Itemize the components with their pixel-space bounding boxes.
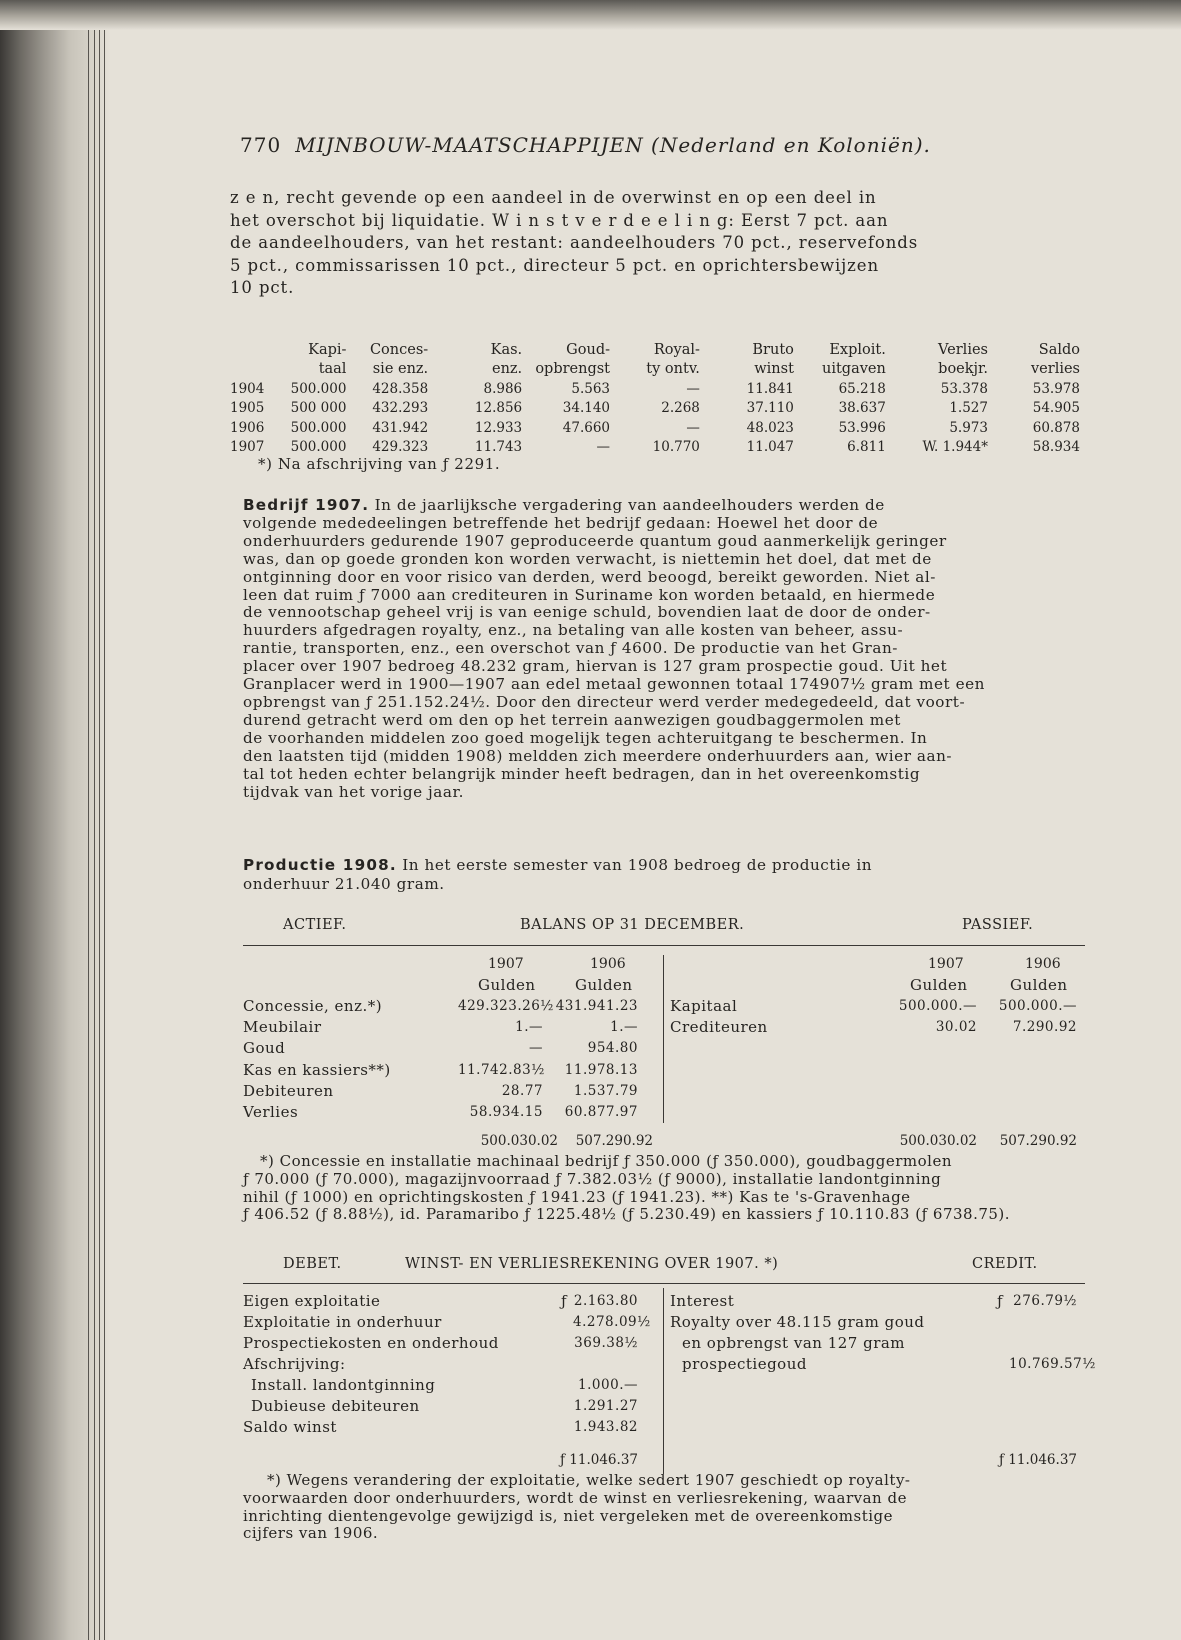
list-item: Afschrijving: <box>243 1355 346 1373</box>
list-item: Prospectiekosten en onderhoud 369.38½ <box>243 1334 638 1352</box>
running-header <box>240 133 931 157</box>
table-cell: — <box>686 380 700 397</box>
table-cell: 431.942 <box>372 419 429 436</box>
column-header: Kas. <box>490 341 523 358</box>
book-binding-shadow <box>0 0 110 1640</box>
table-cell: 500.000 <box>290 419 347 436</box>
list-item: Saldo winst 1.943.82 <box>243 1418 638 1436</box>
column-header: Saldo <box>1038 341 1080 358</box>
overview-footnote: *) Na afschrijving van ƒ 2291. <box>258 455 501 473</box>
column-header: sie enz. <box>372 361 429 378</box>
winst-title: WINST- EN VERLIESREKENING OVER 1907. *) <box>405 1256 779 1272</box>
column-header: enz. <box>491 361 523 378</box>
winst-right-heading: CREDIT. <box>972 1256 1038 1272</box>
table-cell: 432.293 <box>372 400 429 417</box>
table-cell: 5.563 <box>571 380 611 397</box>
table-cell: — <box>686 419 700 436</box>
total-passief-1906: 507.290.92 <box>999 1133 1077 1149</box>
text-line: 10 pct. <box>230 278 295 297</box>
table-cell: 10.770 <box>652 439 700 456</box>
total-actief-1906: 507.290.92 <box>575 1133 653 1149</box>
column-header: Verlies <box>938 341 988 358</box>
table-row <box>230 379 1080 399</box>
table-cell: 37.110 <box>746 400 794 417</box>
text-line: onderhuurders gedurende 1907 geproduceerde quantum goud aanmerkelijk geringer <box>243 531 947 550</box>
productie-paragraph <box>243 856 872 893</box>
table-cell: 48.023 <box>746 419 794 436</box>
table-cell: 53.378 <box>940 380 988 397</box>
text-line: inrichting dientengevolge gewijzigd is, niet vergeleken met de overeenkomstige <box>243 1506 894 1525</box>
bedrijf-paragraph <box>243 497 985 801</box>
text-line: de vennootschap geheel vrij is van eenige schuld, bovendien laat de door de onder- <box>243 603 931 622</box>
text-line: tijdvak van het vorige jaar. <box>243 782 465 801</box>
text-line: *) Concessie en installatie machinaal bedrijf ƒ 350.000 (ƒ 350.000), goudbaggermolen <box>260 1152 952 1170</box>
column-header: verlies <box>1030 361 1080 378</box>
text-line: rantie, transporten, enz., een overschot van ƒ 4600. De productie van het Gran- <box>243 639 898 658</box>
table-cell: 53.996 <box>838 419 886 436</box>
column-divider <box>663 955 664 1123</box>
list-item: Eigen exploitatie ƒ 2.163.80 <box>243 1292 638 1310</box>
text-line: ƒ 70.000 (ƒ 70.000), magazijnvoorraad ƒ 7.382.03½ (ƒ 9000), installatie landontginning <box>243 1169 942 1188</box>
text-line: Productie 1908. In het eerste semester van 1908 bedroeg de productie in <box>243 856 873 874</box>
text-line: was, dan op goede gronden kon worden verwacht, is niettemin het doel, dat met de <box>243 549 932 568</box>
table-row <box>230 399 1080 419</box>
text-line: leen dat ruim ƒ 7000 aan crediteuren in Suriname kon worden betaald, en hiermede <box>243 585 936 604</box>
column-header: boekjr. <box>938 361 988 378</box>
table-cell: 11.743 <box>474 439 523 456</box>
table-cell: 1906 <box>230 419 265 436</box>
text-line: onderhuur 21.040 gram. <box>243 874 445 893</box>
text-line: Granplacer werd in 1900—1907 aan edel metaal gewonnen totaal 174907½ gram met een <box>243 675 985 694</box>
page-title: MIJNBOUW-MAATSCHAPPIJEN (Nederland en Koloniën). <box>295 133 931 157</box>
text-line: durend getracht werd om den op het terrein aanwezigen goudbaggermolen met <box>243 710 901 729</box>
winst-left-heading: DEBET. <box>283 1256 342 1272</box>
balans-year-1906: 1906 <box>590 956 626 972</box>
list-item: Verlies 58.934.15 60.877.97 <box>243 1103 638 1122</box>
list-item: Exploitatie in onderhuur 4.278.09½ <box>243 1313 651 1331</box>
list-item: Meubilair 1.— 1.— <box>243 1018 638 1037</box>
text-line: het overschot bij liquidatie. W i n s t v e r d e e l i n g: Eerst 7 pct. aan <box>230 210 889 230</box>
list-item: Dubieuse debiteuren 1.291.27 <box>251 1397 638 1415</box>
table-cell: 1904 <box>230 380 265 397</box>
column-header: winst <box>754 361 794 378</box>
table-cell: 11.047 <box>746 439 794 456</box>
balans-year-1906: 1906 <box>1025 956 1061 972</box>
text-line: volgende mededeelingen betreffende het bedrijf gedaan: Hoewel het door de <box>243 513 879 532</box>
text-line: cijfers van 1906. <box>243 1524 379 1543</box>
list-item: Royalty over 48.115 gram goud <box>670 1313 925 1331</box>
table-cell: 8.986 <box>483 380 523 397</box>
credit-list <box>670 1291 1096 1375</box>
text-line: ƒ 406.52 (ƒ 8.88½), id. Paramaribo ƒ 1225.48½ (ƒ 5.230.49) en kassiers ƒ 10.110.83 (ƒ 6738.75). <box>243 1205 1011 1224</box>
table-cell: 53.978 <box>1032 380 1080 397</box>
text-line: nihil (ƒ 1000) en oprichtingskosten ƒ 1941.23 (ƒ 1941.23). **) Kas te 's-Gravenhage <box>243 1187 911 1206</box>
debet-list <box>243 1291 663 1438</box>
text-line: *) Wegens verandering der exploitatie, welke sedert 1907 geschiedt op royalty- <box>267 1471 911 1489</box>
balans-year-1907: 1907 <box>928 956 964 972</box>
table-cell: 47.660 <box>562 419 611 436</box>
section-lead: Productie 1908. <box>243 856 397 874</box>
balans-unit: Gulden <box>478 976 536 994</box>
table-cell: 6.811 <box>847 439 886 456</box>
text-line: de voorhanden middelen zoo goed mogelijk tegen achteruitgang te beschermen. In <box>243 728 928 747</box>
list-item: Crediteuren 30.02 7.290.92 <box>670 1018 1077 1037</box>
list-item: Kas en kassiers**) 11.742.83½ 11.978.13 <box>243 1060 638 1079</box>
total-passief-1907: 500.030.02 <box>899 1133 977 1149</box>
column-header: Bruto <box>752 341 794 358</box>
column-header: Conces- <box>369 341 429 358</box>
total-actief-1907: 500.030.02 <box>480 1133 558 1149</box>
table-cell: 428.358 <box>372 380 429 397</box>
table-cell: 1905 <box>230 400 265 417</box>
total-credit: ƒ 11.046.37 <box>999 1452 1077 1468</box>
balans-title: BALANS OP 31 DECEMBER. <box>520 917 745 933</box>
list-item: Concessie, enz.*) 429.323.26½ 431.941.23 <box>243 997 638 1015</box>
balans-unit: Gulden <box>575 976 633 994</box>
passief-list <box>670 996 1085 1038</box>
table-cell: 2.268 <box>661 400 700 417</box>
column-header: Royal- <box>653 341 700 358</box>
text-line: 5 pct., commissarissen 10 pct., directeur 5 pct. en oprichtersbewijzen <box>230 255 879 275</box>
text-line: tal tot heden echter belangrijk minder heeft bedragen, dan in het overeenkomstig <box>243 764 921 783</box>
table-cell: 12.933 <box>474 419 523 436</box>
text-line: voorwaarden door onderhuurders, wordt de winst en verliesrekening, waarvan de <box>243 1488 907 1507</box>
list-item: Debiteuren 28.77 1.537.79 <box>243 1081 638 1100</box>
column-header: uitgaven <box>821 361 886 378</box>
table-cell: 1907 <box>230 439 265 456</box>
page-number: 770 <box>240 133 282 157</box>
list-item: Kapitaal 500.000.— 500.000.— <box>670 997 1077 1015</box>
list-item: en opbrengst van 127 gram <box>682 1334 906 1352</box>
text-line: placer over 1907 bedroeg 48.232 gram, hiervan is 127 gram prospectie goud. Uit het <box>243 657 948 676</box>
actief-list <box>243 996 663 1123</box>
table-cell: 429.323 <box>372 439 429 456</box>
text-line: Bedrijf 1907. In de jaarlijksche vergadering van aandeelhouders werden de <box>243 496 885 514</box>
text-line: opbrengst van ƒ 251.152.24½. Door den directeur werd verder medegedeeld, dat voort- <box>243 692 966 711</box>
balans-notes <box>243 1153 1010 1224</box>
table-cell: 500.000 <box>290 439 347 456</box>
text-line: huurders afgedragen royalty, enz., na betaling van alle kosten van beheer, assu- <box>243 621 904 640</box>
table-cell: 500 000 <box>290 400 347 417</box>
column-header: taal <box>318 361 347 378</box>
balans-left-heading: ACTIEF. <box>283 917 347 933</box>
column-header: Goud- <box>566 341 611 358</box>
column-header: Kapi- <box>308 341 347 358</box>
winst-notes <box>243 1472 911 1543</box>
table-cell: 5.973 <box>949 419 988 436</box>
table-cell: 11.841 <box>746 380 794 397</box>
table-cell: 38.637 <box>838 400 886 417</box>
table-cell: 54.905 <box>1032 400 1080 417</box>
table-cell: W. 1.944* <box>922 439 988 456</box>
table-header-row <box>230 340 1080 360</box>
list-item: prospectiegoud 10.769.57½ <box>682 1355 1096 1373</box>
intro-paragraph <box>230 187 918 300</box>
total-debet: ƒ 11.046.37 <box>560 1452 638 1468</box>
balans-unit: Gulden <box>1010 976 1068 994</box>
table-header-row <box>230 360 1080 380</box>
list-item: Interest ƒ 276.79½ <box>670 1292 1077 1310</box>
column-divider <box>663 1288 664 1474</box>
text-line: de aandeelhouders, van het restant: aandeelhouders 70 pct., reservefonds <box>230 233 919 252</box>
rule <box>243 1283 1085 1284</box>
table-cell: 34.140 <box>562 400 611 417</box>
balans-unit: Gulden <box>910 976 968 994</box>
balans-year-1907: 1907 <box>488 956 524 972</box>
text-line: z e n, recht gevende op een aandeel in de overwinst en op een deel in <box>230 188 877 207</box>
top-edge-shadow <box>0 0 1181 30</box>
column-header: ty ontv. <box>646 361 700 378</box>
table-cell: 65.218 <box>838 380 886 397</box>
table-cell: — <box>596 439 611 456</box>
overview-table <box>230 340 1080 457</box>
list-item: Install. landontginning 1.000.— <box>251 1376 638 1394</box>
table-cell: 1.527 <box>949 400 988 417</box>
table-row <box>230 418 1080 438</box>
text-line: den laatsten tijd (midden 1908) meldden zich meerdere onderhuurders aan, wier aan- <box>243 746 953 765</box>
list-item: Goud — 954.80 <box>243 1039 638 1058</box>
column-header: opbrengst <box>535 361 611 378</box>
column-header: Exploit. <box>829 341 886 358</box>
text-line: ontginning door en voor risico van derden, werd beoogd, bereikt geworden. Niet al- <box>243 567 936 586</box>
section-lead: Bedrijf 1907. <box>243 496 370 514</box>
rule <box>243 945 1085 946</box>
balans-right-heading: PASSIEF. <box>962 917 1034 933</box>
table-cell: 60.878 <box>1032 419 1080 436</box>
table-cell: 500.000 <box>290 380 347 397</box>
table-cell: 58.934 <box>1032 439 1080 456</box>
table-cell: 12.856 <box>474 400 523 417</box>
